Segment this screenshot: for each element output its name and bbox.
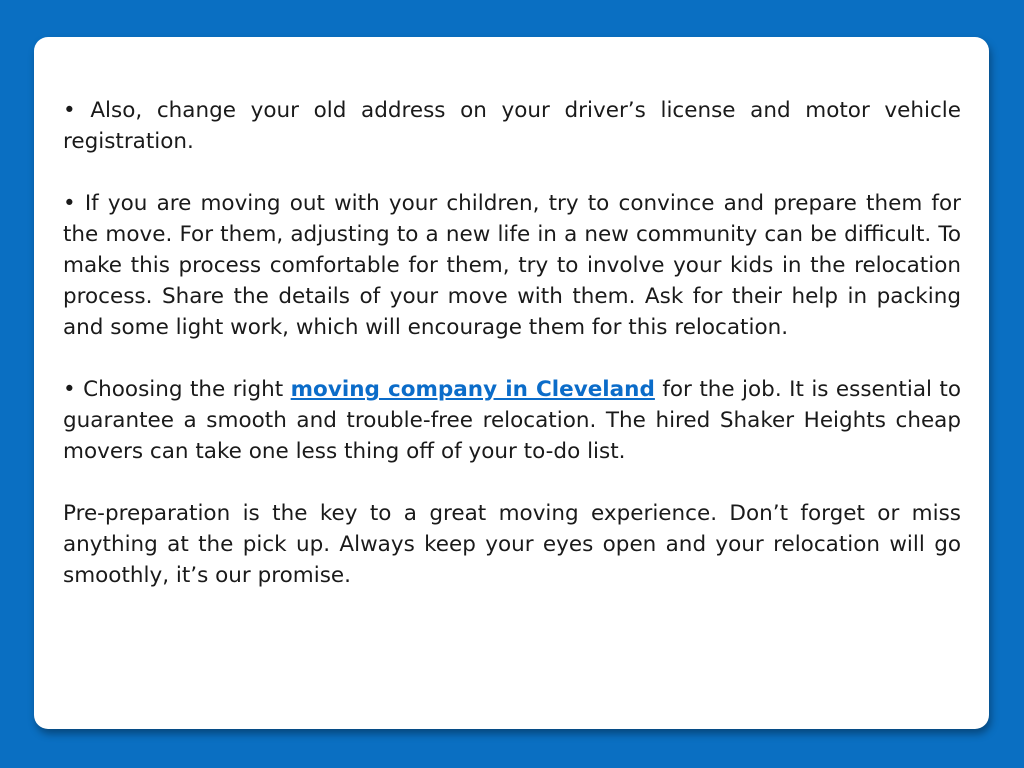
paragraph-moving-company (63, 374, 961, 467)
paragraph-address-change: • Also, change your old address on your driver’s license and motor vehicle registration. (63, 98, 961, 154)
paragraph-moving-company-intro: • Choosing the right (63, 377, 291, 402)
paragraph-conclusion: Pre-preparation is the key to a great moving experience. Don’t forget or miss anything at the pick up. Always keep your eyes open and your relocation will go smoothly, it’s our promise. (63, 501, 961, 588)
moving-company-link[interactable]: moving company in Cleveland (290, 377, 655, 402)
paragraph-children: • If you are moving out with your children, try to convince and prepare them for the move. For them, adjusting to a new life in a new community can be difficult. To make this process comfortable for them, try to involve your kids in the relocation process. Share the details of your move with them. Ask for their help in packing and some light work, which will encourage them for this relocation. (63, 191, 961, 340)
content-card (34, 37, 989, 729)
paragraph-moving-company-rest: for the job. It is essential to guarantee a smooth and trouble-free relocation. The hired Shaker Heights cheap movers can take one less thing off of your to-do list. (63, 377, 961, 464)
text-body (63, 95, 961, 591)
